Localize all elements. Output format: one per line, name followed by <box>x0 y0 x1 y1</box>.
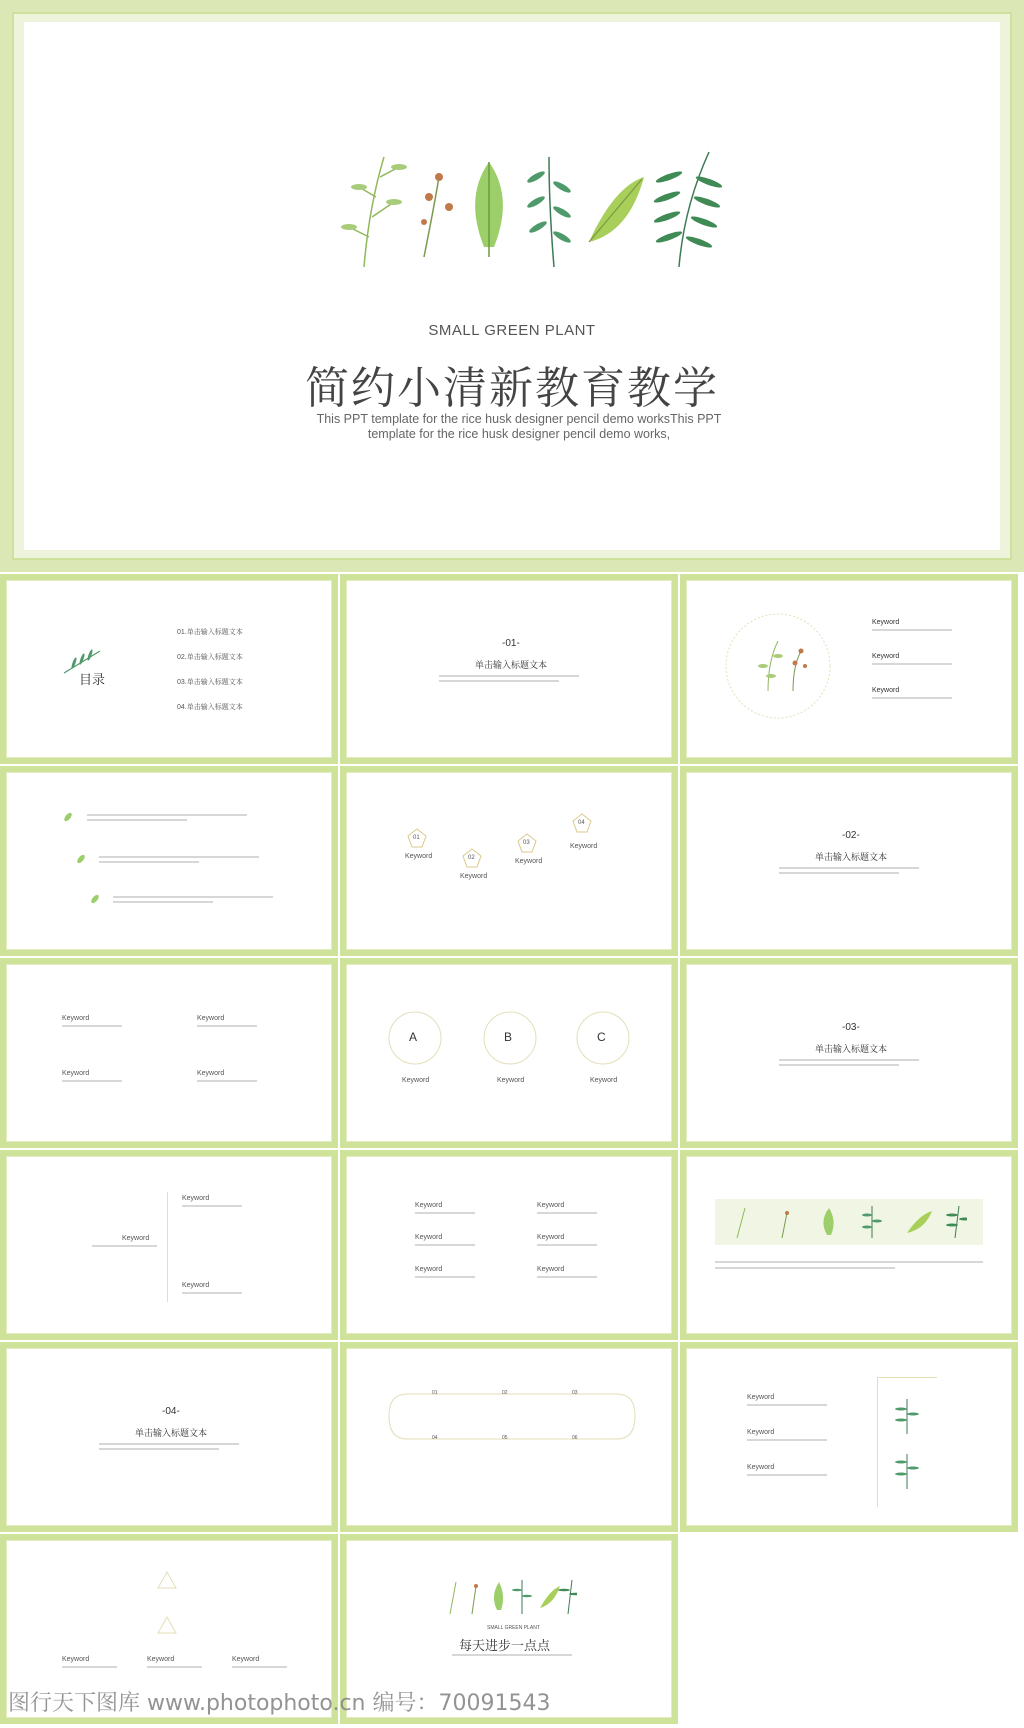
placeholder-line <box>747 1474 827 1476</box>
toc-item: 03.单击输入标题文本 <box>177 679 243 686</box>
placeholder-line <box>99 861 199 863</box>
keyword-label: Keyword <box>570 843 598 850</box>
placeholder-line <box>747 1404 827 1406</box>
keyword-label: Keyword <box>415 1234 443 1241</box>
ending-title: 每天进步一点点 <box>459 1638 551 1653</box>
placeholder-line <box>872 663 952 665</box>
pentagon-number: 04 <box>578 820 585 826</box>
timeline-line <box>167 1192 168 1302</box>
slide-plant-banner[interactable] <box>680 1150 1018 1340</box>
toc-label: 目录 <box>79 672 106 687</box>
keyword-label: Keyword <box>415 1266 443 1273</box>
placeholder-line <box>747 1439 827 1441</box>
keyword-label: Keyword <box>232 1656 260 1663</box>
step-number: 01 <box>432 1390 438 1396</box>
keyword-label: Keyword <box>747 1464 775 1471</box>
keyword-label: Keyword <box>122 1235 150 1242</box>
keyword-label: Keyword <box>872 653 900 660</box>
placeholder-line <box>182 1292 242 1294</box>
keyword-label: Keyword <box>497 1077 525 1084</box>
keyword-label: Keyword <box>872 619 900 626</box>
placeholder-line <box>439 680 559 682</box>
placeholder-line <box>62 1025 122 1027</box>
keyword-label: Keyword <box>460 873 488 880</box>
placeholder-line <box>537 1244 597 1246</box>
placeholder-line <box>182 1205 242 1207</box>
placeholder-line <box>415 1244 475 1246</box>
placeholder-line <box>452 1654 572 1656</box>
keyword-label: Keyword <box>182 1282 210 1289</box>
ending-subtitle: SMALL GREEN PLANT <box>487 1625 540 1631</box>
placeholder-line <box>197 1080 257 1082</box>
placeholder-line <box>87 819 187 821</box>
placeholder-line <box>415 1276 475 1278</box>
keyword-label: Keyword <box>62 1015 90 1022</box>
placeholder-line <box>62 1666 117 1668</box>
placeholder-line <box>113 901 213 903</box>
section-number: -04- <box>162 1406 180 1417</box>
slide-section-01[interactable] <box>340 574 678 764</box>
slide-section-02[interactable] <box>680 766 1018 956</box>
keyword-label: Keyword <box>537 1266 565 1273</box>
toc-item: 01.单击输入标题文本 <box>177 629 243 636</box>
keyword-label: Keyword <box>515 858 543 865</box>
placeholder-line <box>99 856 259 858</box>
section-title: 单击输入标题文本 <box>475 660 548 670</box>
placeholder-line <box>715 1267 895 1269</box>
process-track <box>387 1389 637 1479</box>
keyword-label: Keyword <box>415 1202 443 1209</box>
slide-keywords-plant[interactable] <box>680 1342 1018 1532</box>
placeholder-line <box>147 1666 202 1668</box>
keyword-label: Keyword <box>62 1656 90 1663</box>
cover-description: This PPT template for the rice husk designer pencil demo worksThis PPT template for the rice husk designer pencil demo works, <box>316 412 722 441</box>
keyword-label: Keyword <box>537 1202 565 1209</box>
section-number: -03- <box>842 1022 860 1033</box>
section-number: -01- <box>502 638 520 649</box>
placeholder-line <box>715 1261 983 1263</box>
pentagon-number: 01 <box>413 835 420 841</box>
slide-keyword-grid[interactable] <box>340 1150 678 1340</box>
keyword-label: Keyword <box>590 1077 618 1084</box>
toc-item: 04.单击输入标题文本 <box>177 704 243 711</box>
placeholder-line <box>779 867 919 869</box>
circle-letter: C <box>597 1030 606 1044</box>
slide-section-04[interactable] <box>0 1342 338 1532</box>
slide-toc[interactable] <box>0 574 338 764</box>
placeholder-line <box>92 1245 157 1247</box>
keyword-label: Keyword <box>405 853 433 860</box>
placeholder-line <box>113 896 273 898</box>
placeholder-line <box>439 675 579 677</box>
circle-plant-illustration <box>723 611 833 721</box>
placeholder-line <box>197 1025 257 1027</box>
placeholder-line <box>537 1212 597 1214</box>
step-number: 06 <box>572 1435 578 1441</box>
slide-section-03[interactable] <box>680 958 1018 1148</box>
step-number: 05 <box>502 1435 508 1441</box>
slide-abc-circles[interactable] <box>340 958 678 1148</box>
keyword-label: Keyword <box>147 1656 175 1663</box>
leaf-icon <box>75 853 87 865</box>
slide-thumbnail-grid <box>0 574 1024 1728</box>
section-title: 单击输入标题文本 <box>815 1044 888 1054</box>
slide-process-timeline[interactable] <box>340 1342 678 1532</box>
placeholder-line <box>232 1666 287 1668</box>
cover-slide[interactable] <box>0 0 1024 572</box>
step-number: 04 <box>432 1435 438 1441</box>
placeholder-line <box>779 1059 919 1061</box>
cover-card <box>24 22 1000 550</box>
keyword-label: Keyword <box>182 1195 210 1202</box>
placeholder-line <box>779 1064 899 1066</box>
step-number: 02 <box>502 1390 508 1396</box>
slide-circle-plant[interactable] <box>680 574 1018 764</box>
section-number: -02- <box>842 830 860 841</box>
watermark-text: 图行天下图库 www.photophoto.cn 编号：70091543 <box>8 1691 551 1716</box>
section-title: 单击输入标题文本 <box>135 1428 208 1438</box>
toc-item: 02.单击输入标题文本 <box>177 654 243 661</box>
pentagon-number: 02 <box>468 855 475 861</box>
plants-row-illustration <box>727 1203 967 1241</box>
circle-letter: B <box>504 1030 513 1044</box>
triangle-icon <box>157 1571 177 1589</box>
keyword-label: Keyword <box>197 1015 225 1022</box>
circle-letter: A <box>409 1030 418 1044</box>
pentagon-number: 03 <box>523 840 530 846</box>
placeholder-line <box>872 629 952 631</box>
slide-pentagons[interactable] <box>340 766 678 956</box>
keyword-label: Keyword <box>747 1429 775 1436</box>
placeholder-line <box>99 1443 239 1445</box>
placeholder-line <box>415 1212 475 1214</box>
placeholder-line <box>779 872 899 874</box>
slide-keyword-tabs[interactable] <box>0 958 338 1148</box>
slide-leaf-list[interactable] <box>0 766 338 956</box>
cover-title: 简约小清新教育教学 <box>305 363 719 414</box>
step-number: 03 <box>572 1390 578 1396</box>
keyword-label: Keyword <box>537 1234 565 1241</box>
leaf-icon <box>62 811 74 823</box>
keyword-label: Keyword <box>402 1077 430 1084</box>
plants-illustration <box>324 147 744 277</box>
keyword-label: Keyword <box>62 1070 90 1077</box>
placeholder-line <box>537 1276 597 1278</box>
placeholder-line <box>872 697 952 699</box>
fern-illustration <box>892 1394 922 1494</box>
placeholder-line <box>87 814 247 816</box>
keyword-label: Keyword <box>747 1394 775 1401</box>
leaf-icon <box>89 893 101 905</box>
keyword-label: Keyword <box>872 687 900 694</box>
section-title: 单击输入标题文本 <box>815 852 888 862</box>
keyword-label: Keyword <box>197 1070 225 1077</box>
cover-subtitle: SMALL GREEN PLANT <box>428 322 596 339</box>
triangle-icon <box>157 1616 177 1634</box>
placeholder-line <box>62 1080 122 1082</box>
placeholder-line <box>99 1448 219 1450</box>
plants-mini-illustration <box>442 1576 577 1616</box>
slide-vertical-timeline[interactable] <box>0 1150 338 1340</box>
